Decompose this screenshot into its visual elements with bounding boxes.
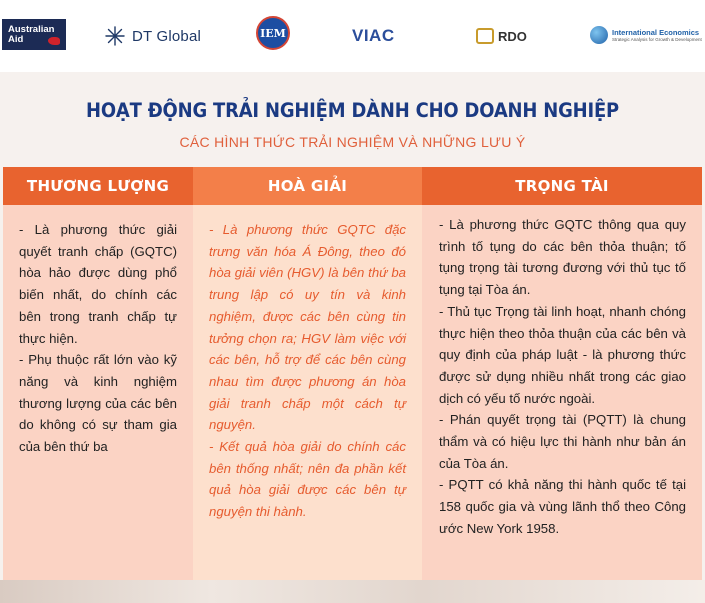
column-paragraph: - Phán quyết trọng tài (PQTT) là chung thẩm và có hiệu lực thi hành như bản án của Tòa án.: [439, 412, 686, 471]
viac-logo: [352, 18, 395, 54]
rdo-logo: [476, 18, 527, 54]
column-heading-trong-tai: TRỌNG TÀI: [422, 167, 702, 205]
iem-text: IEM: [260, 26, 286, 40]
ie-subtitle: Strategic Analysis for Growth & Development: [612, 37, 702, 42]
column-paragraph: - Thủ tục Trọng tài linh hoạt, nhanh chóng thực hiện theo thỏa thuận của các bên và quy định của pháp luật - là phương thức được sử dụng nhiều nhất trong các giao dịch có yếu tố nước ngoài.: [439, 303, 686, 406]
logo-bar: [0, 0, 705, 72]
globe-icon: [590, 26, 608, 44]
column-heading-thuong-luong: THƯƠNG LƯỢNG: [3, 167, 193, 205]
column-body-hoa-giai: [193, 205, 422, 580]
page-subtitle: CÁC HÌNH THỨC TRẢI NGHIỆM VÀ NHỮNG LƯU Ý: [179, 134, 526, 150]
australian-aid-line-2: Aid: [8, 33, 24, 45]
international-economics-logo: [590, 24, 702, 46]
dt-global-logo: [104, 18, 201, 54]
kangaroo-icon: [48, 37, 60, 45]
column-paragraph: - Phụ thuộc rất lớn vào kỹ năng và kinh nghiệm thương lượng của các bên do không có sự tham gia của bên thứ ba: [19, 352, 177, 455]
rdo-text: RDO: [498, 28, 527, 44]
column-paragraph: - PQTT có khả năng thi hành quốc tế tại 158 quốc gia và vùng lãnh thổ theo Công ước New York 1958.: [439, 477, 686, 536]
ie-title: International Economics: [612, 28, 700, 37]
australian-aid-line-1: Australian: [8, 23, 55, 35]
rdo-icon: [476, 28, 494, 44]
column-paragraph: - Kết quả hòa giải do chính các bên thống nhất; nên đa phần kết quả hòa giải được các bên tự nguyện thi hành.: [209, 439, 406, 520]
iem-logo: [256, 16, 290, 50]
column-paragraph: - Là phương thức GQTC thông qua quy trình tố tụng do các bên thỏa thuận; tố tụng trọng tài tương đương với thủ tục tố tụng tại Tòa án.: [439, 217, 686, 298]
background-photo-strip: [0, 580, 705, 603]
column-paragraph: - Là phương thức giải quyết tranh chấp (GQTC) hòa hảo được dùng phổ biến nhất, do chính các bên trong tranh chấp tự thực hiện.: [19, 222, 177, 346]
column-heading-hoa-giai: HOÀ GIẢI: [193, 167, 422, 205]
column-body-trong-tai: [422, 205, 702, 580]
column-paragraph: - Là phương thức GQTC đặc trưng văn hóa Á Đông, theo đó hòa giải viên (HGV) là bên thứ ba trung lập có uy tín và kinh nghiệm, được các bên cùng tin tưởng chọn ra; HGV làm việc với các bên, hỗ trợ để các bên cùng nhau tìm được phương án hòa giải tranh chấp một cách tự nguyện.: [209, 222, 406, 433]
column-body-thuong-luong: [3, 205, 193, 580]
starburst-icon: [104, 25, 126, 47]
page-title: HOẠT ĐỘNG TRẢI NGHIỆM DÀNH CHO DOANH NGHIỆP: [85, 99, 619, 122]
australian-aid-logo: [2, 19, 66, 50]
dt-global-text: DT Global: [132, 27, 202, 45]
viac-text: VIAC: [352, 26, 395, 45]
